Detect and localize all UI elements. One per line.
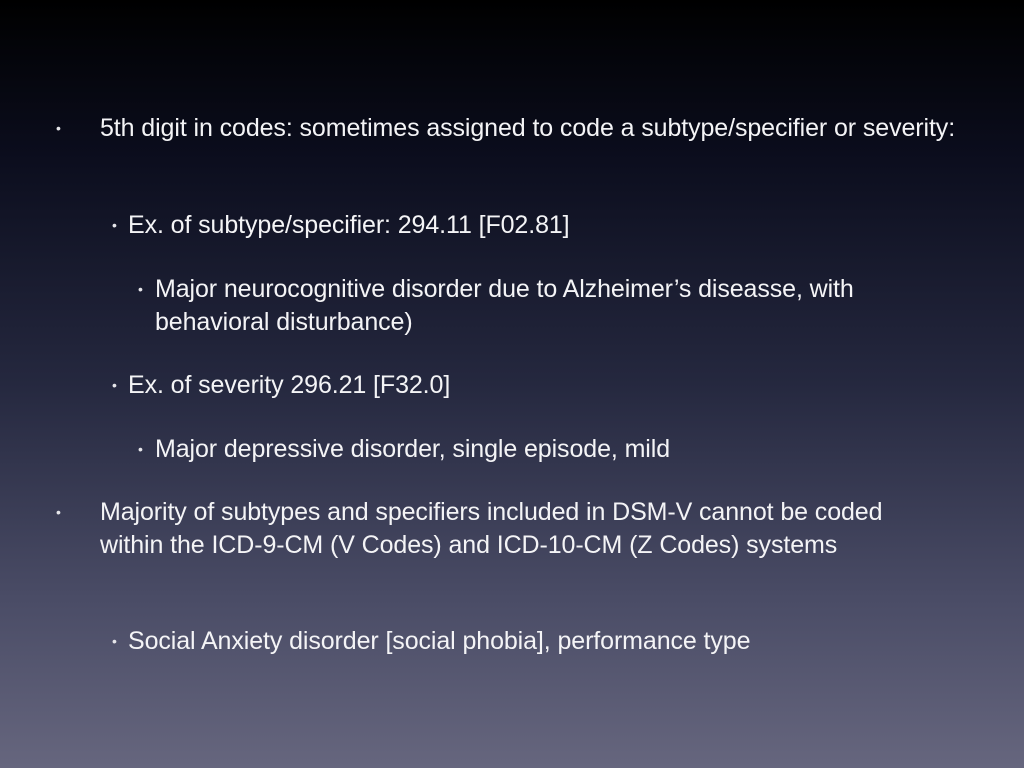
bullet-icon: • — [138, 281, 143, 297]
bullet-item-5th-digit: 5th digit in codes: sometimes assigned to code a subtype/specifier or severity: — [100, 114, 956, 142]
bullet-icon: • — [56, 504, 61, 520]
bullet-item-subtype-example: Ex. of subtype/specifier: 294.11 [F02.81] — [128, 211, 570, 239]
bullet-icon: • — [138, 441, 143, 457]
bullet-icon: • — [56, 120, 61, 136]
bullet-item-neurocognitive: Major neurocognitive disorder due to Alzheimer’s diseasse, with behavioral disturbance) — [155, 275, 854, 336]
bullet-item-social-anxiety: Social Anxiety disorder [social phobia], performance type — [128, 627, 751, 655]
bullet-item-severity-example: Ex. of severity 296.21 [F32.0] — [128, 371, 451, 399]
bullet-icon: • — [112, 377, 117, 393]
bullet-icon: • — [112, 633, 117, 649]
bullet-item-majority-subtypes: Majority of subtypes and specifiers included in DSM-V cannot be coded within the ICD-9-CM (V Codes) and ICD-10-CM (Z Codes) systems — [100, 498, 883, 559]
bullet-item-depressive: Major depressive disorder, single episode, mild — [155, 435, 671, 463]
bullet-icon: • — [112, 217, 117, 233]
